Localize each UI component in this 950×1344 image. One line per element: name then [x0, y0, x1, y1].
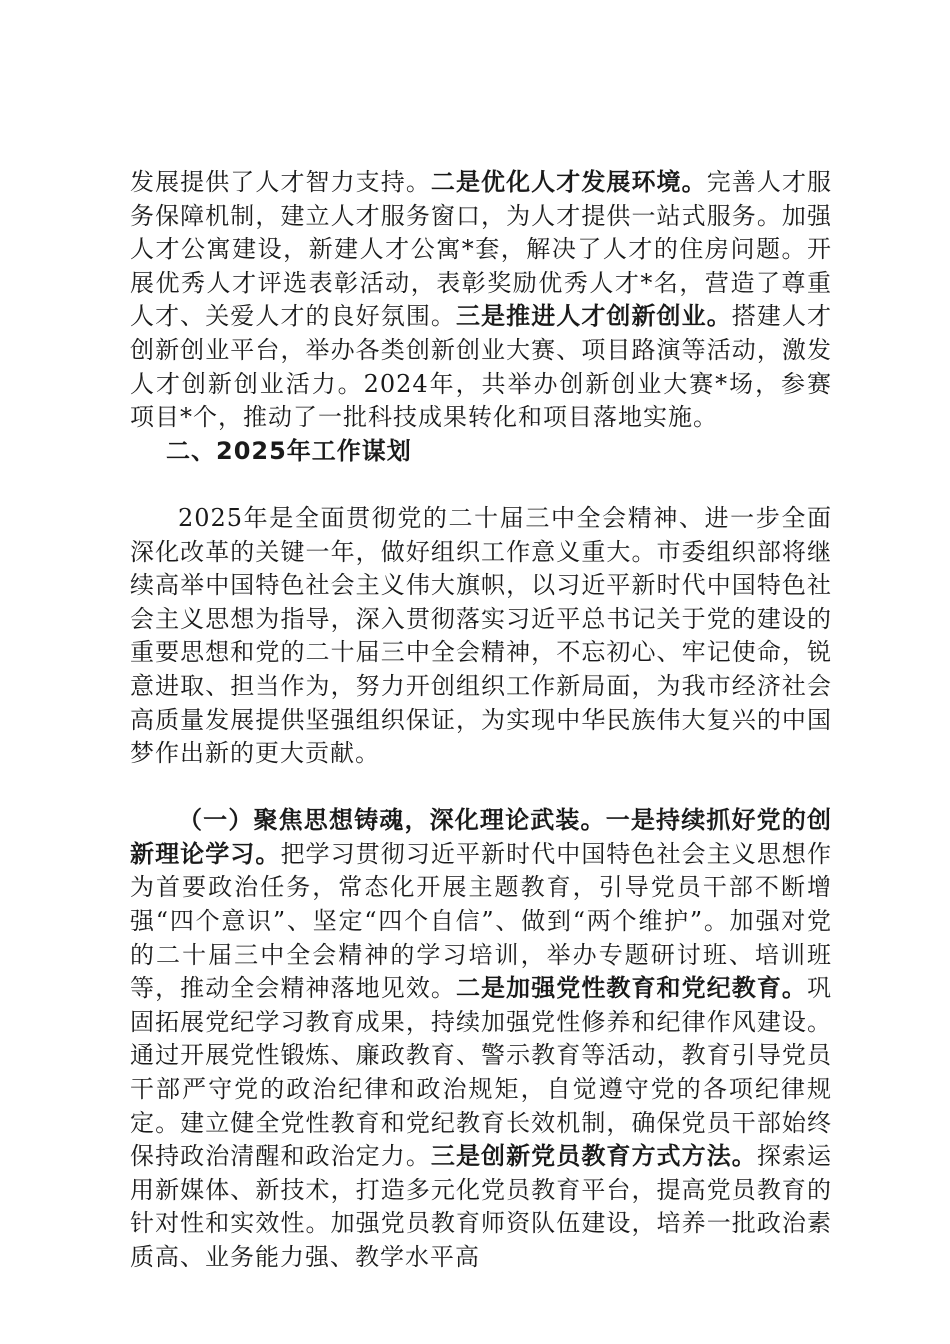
bold-subheading: 三是推进人才创新创业。	[455, 302, 732, 331]
bold-subheading: 三是创新党员教育方式方法。	[430, 1142, 757, 1171]
text-segment: 发展提供了人才智力支持。	[130, 168, 431, 196]
paragraph-talent-support	[130, 166, 832, 435]
bold-subheading: 二是优化人才发展环境。	[430, 168, 707, 196]
document-page	[130, 166, 832, 1275]
section-heading: 二、2025年工作谋划	[166, 436, 412, 465]
text-segment: 把学习贯彻习近平新时代中国特色社会主义思想作为首要政治任务，常态化开展主题教育，引导党员干部不断增强“四个意识”、坚定“四个自信”、做到“两个维护”。加强对党的二十届三中全会精神的学习培训，举办专题研讨班、培训班等，推动全会精神落地见效。	[130, 839, 833, 1003]
bold-subheading: （一）聚焦思想铸魂，深化理论武装。一是持续抓好党的创新理论学习。	[130, 806, 832, 868]
text-segment: 探索运用新媒体、新技术，打造多元化党员教育平台，提高党员教育的针对性和实效性。加强党员教育师资队伍建设，培养一批政治素质高、业务能力强、教学水平高	[130, 1142, 833, 1271]
text-segment: 搭建人才创新创业平台，举办各类创新创业大赛、项目路演等活动，激发人才创新创业活力。2024年，共举办创新创业大赛*场，参赛项目*个，推动了一批科技成果转化和项目落地实施。	[130, 302, 833, 432]
text-segment: 巩固拓展党纪学习教育成果，持续加强党性修养和纪律作风建设。通过开展党性锻炼、廉政教育、警示教育等活动，教育引导党员干部严守党的政治纪律和政治规矩，自觉遵守党的各项纪律规定。建立健全党性教育和党纪教育长效机制，确保党员干部始终保持政治清醒和政治定力。	[130, 974, 833, 1171]
paragraph-2025-plan-intro: 2025年是全面贯彻党的二十届三中全会精神、进一步全面深化改革的关键一年，做好组织工作意义重大。市委组织部将继续高举中国特色社会主义伟大旗帜，以习近平新时代中国特色社会主义思想为指导，深入贯彻落实习近平总书记关于党的建设的重要思想和党的二十届三中全会精神，不忘初心、牢记使命，锐意进取、担当作为，努力开创组织工作新局面，为我市经济社会高质量发展提供坚强组织保证，为实现中华民族伟大复兴的中国梦作出新的更大贡献。	[130, 503, 832, 768]
text-segment: 完善人才服务保障机制，建立人才服务窗口，为人才提供一站式服务。加强人才公寓建设，新建人才公寓*套，解决了人才的住房问题。开展优秀人才评选表彰活动，表彰奖励优秀人才*名，营造了尊重人才、关爱人才的良好氛围。	[130, 168, 833, 331]
bold-subheading: 二是加强党性教育和党纪教育。	[455, 974, 808, 1003]
paragraph-theory-arming	[130, 804, 832, 1274]
